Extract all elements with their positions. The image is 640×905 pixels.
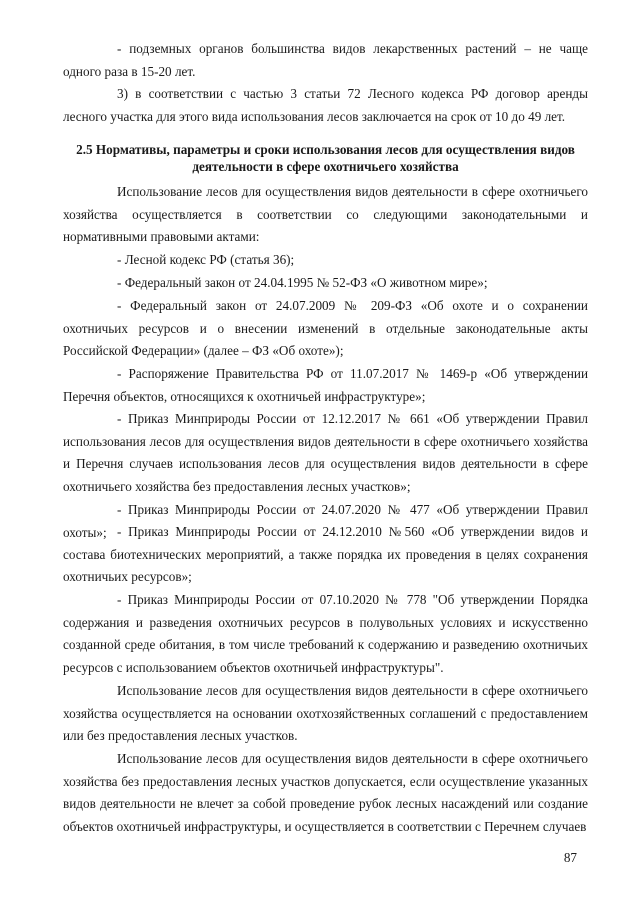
paragraph-hunting-agreements: Использование лесов для осуществления видов деятельности в сфере охотничьего хозяйства осуществляется на основании охотхозяйственных соглашений с предоставлением или без предоставления лесных участков. bbox=[63, 683, 588, 744]
list-item-hunting-law: - Федеральный закон от 24.07.2009 № 209-ФЗ «Об охоте и о сохранении охотничьих ресурсов и о внесении изменений в отдельные законодательные акты Российской Федерации» (далее – ФЗ «Об охоте»); bbox=[63, 298, 588, 359]
page-number: 87 bbox=[563, 850, 577, 865]
list-item-forest-code: - Лесной кодекс РФ (статья 36); bbox=[117, 252, 295, 267]
paragraph-lease-term: 3) в соответствии с частью 3 статьи 72 Лесного кодекса РФ договор аренды лесного участка для этого вида использования лесов заключается на срок от 10 до 49 лет. bbox=[63, 86, 588, 124]
list-item-order-661: - Приказ Минприроды России от 12.12.2017 № 661 «Об утверждении Правил использования лесов для осуществления видов деятельности в сфере охотничьего хозяйства и Перечня случаев использования лесов для осуществления видов деятельности в сфере охотничьего хозяйства без предоставления лесных участков»; bbox=[63, 411, 588, 494]
section-heading: 2.5 Нормативы, параметры и сроки использования лесов для осуществления видов деятельности в сфере охотничьего хозяйства bbox=[76, 142, 575, 174]
list-item-order-477: - Приказ Минприроды России от 24.07.2020 № 477 «Об утверждении Правил охоты»; bbox=[63, 502, 588, 540]
list-item-order-778: - Приказ Минприроды России от 07.10.2020 № 778 "Об утверждении Порядка содержания и разведения охотничьих ресурсов в полувольных условиях и искусственно созданной среде обитания, в том числе требований к содержанию и разведению охотничьих ресурсов с использованием объектов охотничьей инфраструктуры". bbox=[63, 592, 588, 675]
list-item-government-order: - Распоряжение Правительства РФ от 11.07.2017 № 1469-р «Об утверждении Перечня объектов, относящихся к охотничьей инфраструктуре»; bbox=[63, 366, 588, 404]
paragraph-legal-acts-intro: Использование лесов для осуществления видов деятельности в сфере охотничьего хозяйства осуществляется в соответствии со следующими законодательными и нормативными правовыми актами: bbox=[63, 184, 588, 245]
paragraph-plants-frequency: - подземных органов большинства видов лекарственных растений – не чаще одного раза в 15-20 лет. bbox=[63, 41, 588, 79]
list-item-wildlife-law: - Федеральный закон от 24.04.1995 № 52-ФЗ «О животном мире»; bbox=[117, 275, 488, 290]
list-item-order-560: - Приказ Минприроды России от 24.12.2010 №560 «Об утверждении видов и состава биотехнических мероприятий, а также порядка их проведения в целях сохранения охотничьих ресурсов»; bbox=[63, 524, 588, 585]
paragraph-without-land-plots: Использование лесов для осуществления видов деятельности в сфере охотничьего хозяйства без предоставления лесных участков допускается, если осуществление указанных видов деятельности не влечет за собой проведение рубок лесных насаждений или создание объектов охотничьей инфраструктуры, и осуществляется в соответствии с Перечнем случаев bbox=[63, 751, 588, 834]
